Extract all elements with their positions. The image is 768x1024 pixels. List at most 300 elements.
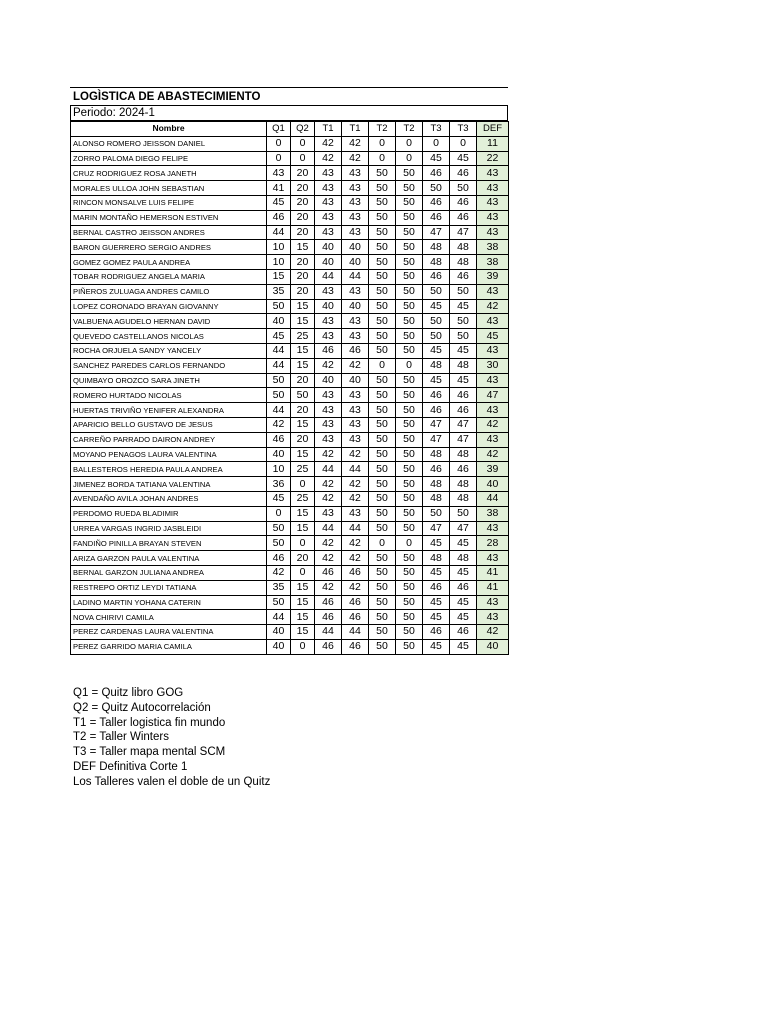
grade-cell-q1: 41 <box>267 181 291 196</box>
grade-cell-def: 43 <box>477 343 509 358</box>
grade-cell-t3: 48 <box>423 255 450 270</box>
grade-cell-def: 39 <box>477 462 509 477</box>
grade-cell-t2: 50 <box>369 447 396 462</box>
grade-cell-t2b: 0 <box>396 358 423 373</box>
grade-cell-def: 42 <box>477 417 509 432</box>
table-row <box>71 477 509 492</box>
grade-cell-t2: 50 <box>369 625 396 640</box>
grade-cell-t1b: 46 <box>342 565 369 580</box>
grade-cell-t2b: 50 <box>396 314 423 329</box>
grade-cell-t1b: 43 <box>342 210 369 225</box>
student-name-cell: BALLESTEROS HEREDIA PAULA ANDREA <box>71 462 267 477</box>
legend-line: Q1 = Quitz libro GOG <box>73 687 184 699</box>
grade-cell-t3: 46 <box>423 166 450 181</box>
table-row <box>71 329 509 344</box>
grade-cell-t2: 50 <box>369 181 396 196</box>
table-row <box>71 447 509 462</box>
grade-cell-q2: 15 <box>291 343 315 358</box>
grade-cell-t3b: 45 <box>450 343 477 358</box>
grade-cell-t2b: 50 <box>396 166 423 181</box>
grade-cell-t2: 50 <box>369 565 396 580</box>
grade-cell-t2: 50 <box>369 477 396 492</box>
student-name-cell: GOMEZ GOMEZ PAULA ANDREA <box>71 255 267 270</box>
student-name-cell: BERNAL GARZON JULIANA ANDREA <box>71 565 267 580</box>
grade-cell-def: 43 <box>477 595 509 610</box>
grade-cell-t1: 42 <box>315 447 342 462</box>
grade-cell-q2: 25 <box>291 462 315 477</box>
grade-cell-t1: 46 <box>315 565 342 580</box>
grade-cell-q1: 50 <box>267 373 291 388</box>
grade-cell-t2: 0 <box>369 151 396 166</box>
grade-cell-q2: 15 <box>291 447 315 462</box>
grade-cell-t1b: 43 <box>342 166 369 181</box>
grade-cell-t1b: 43 <box>342 225 369 240</box>
grade-cell-def: 30 <box>477 358 509 373</box>
grade-cell-t2b: 50 <box>396 269 423 284</box>
grade-cell-t1: 43 <box>315 284 342 299</box>
grade-cell-q2: 15 <box>291 240 315 255</box>
grade-cell-t3b: 50 <box>450 181 477 196</box>
grade-cell-t1b: 43 <box>342 181 369 196</box>
grade-cell-t1b: 43 <box>342 284 369 299</box>
student-name-cell: PEREZ CARDENAS LAURA VALENTINA <box>71 625 267 640</box>
table-row <box>71 210 509 225</box>
grade-cell-t3: 45 <box>423 565 450 580</box>
grade-cell-def: 43 <box>477 181 509 196</box>
grade-cell-t3: 47 <box>423 225 450 240</box>
student-name-cell: PEREZ GARRIDO MARIA CAMILA <box>71 639 267 654</box>
legend-line: Los Talleres valen el doble de un Quitz <box>73 775 271 788</box>
student-name-cell: AVENDAÑO AVILA JOHAN ANDRES <box>71 491 267 506</box>
grade-cell-t3b: 46 <box>450 195 477 210</box>
grade-cell-t2: 50 <box>369 343 396 358</box>
table-row <box>71 255 509 270</box>
grade-cell-t2b: 50 <box>396 181 423 196</box>
table-row <box>71 595 509 610</box>
grade-cell-t2b: 50 <box>396 432 423 447</box>
grade-cell-t3: 48 <box>423 240 450 255</box>
grade-cell-t1b: 43 <box>342 432 369 447</box>
grade-cell-def: 42 <box>477 299 509 314</box>
grade-cell-t3: 45 <box>423 610 450 625</box>
grade-cell-t1b: 44 <box>342 521 369 536</box>
grade-cell-t1b: 46 <box>342 610 369 625</box>
table-row <box>71 343 509 358</box>
grade-cell-t1: 43 <box>315 166 342 181</box>
grade-cell-q1: 50 <box>267 299 291 314</box>
grade-cell-t1: 43 <box>315 403 342 418</box>
grade-cell-q1: 42 <box>267 417 291 432</box>
grade-cell-def: 43 <box>477 610 509 625</box>
table-row <box>71 195 509 210</box>
grade-cell-t1: 43 <box>315 432 342 447</box>
grade-cell-t1: 42 <box>315 491 342 506</box>
grade-cell-t3b: 47 <box>450 432 477 447</box>
grade-cell-t1b: 46 <box>342 343 369 358</box>
table-row <box>71 388 509 403</box>
grade-cell-t2: 50 <box>369 255 396 270</box>
grade-cell-t2b: 50 <box>396 240 423 255</box>
table-header-row <box>71 122 509 137</box>
grade-cell-q1: 45 <box>267 195 291 210</box>
grade-cell-t2: 50 <box>369 284 396 299</box>
grade-cell-t3b: 46 <box>450 210 477 225</box>
grade-cell-t2: 50 <box>369 506 396 521</box>
grade-cell-t2: 50 <box>369 373 396 388</box>
grade-cell-q2: 0 <box>291 639 315 654</box>
grade-cell-q2: 15 <box>291 595 315 610</box>
grade-cell-def: 43 <box>477 314 509 329</box>
grade-cell-t2b: 50 <box>396 417 423 432</box>
grade-cell-def: 38 <box>477 506 509 521</box>
student-name-cell: ROMERO HURTADO NICOLAS <box>71 388 267 403</box>
grade-cell-q2: 0 <box>291 136 315 151</box>
grade-cell-t3b: 48 <box>450 477 477 492</box>
table-row <box>71 358 509 373</box>
grade-cell-t2b: 50 <box>396 477 423 492</box>
student-name-cell: ARIZA GARZON PAULA VALENTINA <box>71 551 267 566</box>
grade-cell-q1: 44 <box>267 610 291 625</box>
grade-cell-def: 40 <box>477 477 509 492</box>
grade-cell-def: 43 <box>477 225 509 240</box>
grade-cell-t1: 44 <box>315 521 342 536</box>
grade-cell-t3: 48 <box>423 447 450 462</box>
student-name-cell: BERNAL CASTRO JEISSON ANDRES <box>71 225 267 240</box>
grade-cell-t1b: 43 <box>342 417 369 432</box>
grade-cell-def: 11 <box>477 136 509 151</box>
grade-cell-t3: 48 <box>423 477 450 492</box>
student-name-cell: MOYANO PENAGOS LAURA VALENTINA <box>71 447 267 462</box>
grade-cell-t3: 50 <box>423 314 450 329</box>
grade-cell-t1b: 43 <box>342 329 369 344</box>
col-header-t2b: T2 <box>396 122 423 137</box>
grade-cell-t3: 45 <box>423 373 450 388</box>
legend-notes <box>73 686 270 790</box>
table-row <box>71 625 509 640</box>
grade-cell-t2b: 50 <box>396 551 423 566</box>
grade-cell-def: 43 <box>477 521 509 536</box>
grade-cell-q1: 0 <box>267 136 291 151</box>
grade-cell-q1: 50 <box>267 536 291 551</box>
grade-cell-t1: 43 <box>315 506 342 521</box>
grade-cell-t3: 0 <box>423 136 450 151</box>
grade-cell-t3: 48 <box>423 358 450 373</box>
grade-cell-q2: 15 <box>291 358 315 373</box>
grade-cell-q1: 36 <box>267 477 291 492</box>
grade-cell-q1: 42 <box>267 565 291 580</box>
grade-cell-t3b: 45 <box>450 610 477 625</box>
table-row <box>71 151 509 166</box>
grade-cell-t3: 50 <box>423 181 450 196</box>
grade-cell-q1: 50 <box>267 388 291 403</box>
grade-cell-t3: 48 <box>423 551 450 566</box>
grade-cell-q1: 46 <box>267 551 291 566</box>
grade-cell-q2: 15 <box>291 417 315 432</box>
table-row <box>71 166 509 181</box>
col-header-t2: T2 <box>369 122 396 137</box>
grade-cell-t3: 45 <box>423 639 450 654</box>
grade-cell-t3b: 45 <box>450 299 477 314</box>
student-name-cell: SANCHEZ PAREDES CARLOS FERNANDO <box>71 358 267 373</box>
grade-cell-t2b: 50 <box>396 388 423 403</box>
grade-cell-q2: 25 <box>291 491 315 506</box>
table-row <box>71 314 509 329</box>
grade-cell-t2b: 0 <box>396 151 423 166</box>
student-name-cell: LADINO MARTIN YOHANA CATERIN <box>71 595 267 610</box>
grade-cell-t2: 50 <box>369 195 396 210</box>
grade-cell-t3b: 50 <box>450 314 477 329</box>
grade-cell-t1b: 43 <box>342 314 369 329</box>
grade-cell-t3: 45 <box>423 536 450 551</box>
grade-cell-t3: 47 <box>423 417 450 432</box>
grade-cell-t3: 45 <box>423 343 450 358</box>
grade-cell-t3b: 46 <box>450 580 477 595</box>
grade-cell-t2: 50 <box>369 299 396 314</box>
grade-cell-t3: 46 <box>423 403 450 418</box>
col-header-t3b: T3 <box>450 122 477 137</box>
table-row <box>71 403 509 418</box>
top-border-line <box>70 87 508 88</box>
grade-cell-t3: 45 <box>423 595 450 610</box>
grade-cell-t1b: 43 <box>342 388 369 403</box>
grade-cell-t3b: 50 <box>450 329 477 344</box>
legend-line: DEF Definitiva Corte 1 <box>73 760 188 773</box>
grades-body <box>71 136 509 654</box>
grade-cell-t3b: 46 <box>450 388 477 403</box>
grade-cell-t2b: 50 <box>396 225 423 240</box>
table-row <box>71 491 509 506</box>
legend-line: Q2 = Quitz Autocorrelación <box>73 701 211 714</box>
grade-cell-t1: 44 <box>315 462 342 477</box>
grade-cell-def: 28 <box>477 536 509 551</box>
student-name-cell: QUIMBAYO OROZCO SARA JINETH <box>71 373 267 388</box>
grade-cell-q1: 43 <box>267 166 291 181</box>
grade-cell-t1b: 42 <box>342 477 369 492</box>
grade-cell-q1: 44 <box>267 343 291 358</box>
grade-cell-q1: 40 <box>267 639 291 654</box>
grade-cell-q2: 0 <box>291 565 315 580</box>
grade-cell-t1: 46 <box>315 595 342 610</box>
grade-cell-t3b: 46 <box>450 403 477 418</box>
grade-cell-t2: 50 <box>369 403 396 418</box>
grade-cell-t3: 48 <box>423 491 450 506</box>
grade-cell-t2: 50 <box>369 314 396 329</box>
student-name-cell: ZORRO PALOMA DIEGO FELIPE <box>71 151 267 166</box>
grade-cell-t2b: 0 <box>396 136 423 151</box>
sheet-title: LOGÌSTICA DE ABASTECIMIENTO <box>70 89 508 106</box>
grade-cell-def: 43 <box>477 403 509 418</box>
col-header-q2: Q2 <box>291 122 315 137</box>
grade-cell-t1b: 44 <box>342 625 369 640</box>
grade-cell-t1b: 40 <box>342 299 369 314</box>
grade-cell-t1: 40 <box>315 373 342 388</box>
grade-cell-t1b: 42 <box>342 491 369 506</box>
col-header-nombre: Nombre <box>71 122 267 137</box>
table-row <box>71 521 509 536</box>
table-row <box>71 462 509 477</box>
grade-cell-t1: 46 <box>315 639 342 654</box>
student-name-cell: JIMENEZ BORDA TATIANA VALENTINA <box>71 477 267 492</box>
grade-cell-t2: 50 <box>369 166 396 181</box>
grade-cell-t1: 44 <box>315 269 342 284</box>
grade-cell-q2: 20 <box>291 166 315 181</box>
grade-cell-t1: 40 <box>315 299 342 314</box>
grade-cell-t2: 50 <box>369 551 396 566</box>
grade-cell-q1: 50 <box>267 595 291 610</box>
grade-cell-q1: 44 <box>267 403 291 418</box>
grade-cell-def: 43 <box>477 166 509 181</box>
table-row <box>71 580 509 595</box>
table-row <box>71 551 509 566</box>
grade-cell-t1b: 43 <box>342 403 369 418</box>
grade-cell-t3b: 0 <box>450 136 477 151</box>
grade-cell-t1: 42 <box>315 136 342 151</box>
grade-cell-t2b: 50 <box>396 210 423 225</box>
legend-line: T1 = Taller logistica fin mundo <box>73 716 226 729</box>
student-name-cell: FANDIÑO PINILLA BRAYAN STEVEN <box>71 536 267 551</box>
grade-cell-q1: 44 <box>267 358 291 373</box>
grade-cell-t1: 46 <box>315 610 342 625</box>
grade-cell-t1b: 43 <box>342 195 369 210</box>
grade-cell-t2b: 50 <box>396 195 423 210</box>
grade-cell-t2: 50 <box>369 610 396 625</box>
grade-cell-t3b: 46 <box>450 166 477 181</box>
grade-cell-t1: 46 <box>315 343 342 358</box>
grade-cell-def: 43 <box>477 195 509 210</box>
grade-cell-t3b: 48 <box>450 447 477 462</box>
grade-cell-q2: 25 <box>291 329 315 344</box>
grade-cell-q2: 15 <box>291 625 315 640</box>
table-row <box>71 181 509 196</box>
grade-cell-t1b: 44 <box>342 462 369 477</box>
grade-cell-t2: 50 <box>369 417 396 432</box>
grade-cell-def: 41 <box>477 580 509 595</box>
col-header-t3: T3 <box>423 122 450 137</box>
grade-cell-t2: 50 <box>369 269 396 284</box>
grade-cell-t2b: 50 <box>396 255 423 270</box>
col-header-def: DEF <box>477 122 509 137</box>
grade-cell-t3b: 45 <box>450 373 477 388</box>
student-name-cell: MORALES ULLOA JOHN SEBASTIAN <box>71 181 267 196</box>
student-name-cell: BARON GUERRERO SERGIO ANDRES <box>71 240 267 255</box>
grade-cell-t3b: 47 <box>450 225 477 240</box>
grade-cell-def: 47 <box>477 388 509 403</box>
grade-cell-q2: 0 <box>291 536 315 551</box>
grade-cell-t3b: 45 <box>450 536 477 551</box>
grade-cell-t2b: 50 <box>396 447 423 462</box>
grade-cell-q2: 20 <box>291 269 315 284</box>
table-row <box>71 432 509 447</box>
grade-cell-t2b: 50 <box>396 565 423 580</box>
grade-cell-t1: 40 <box>315 255 342 270</box>
grade-cell-def: 22 <box>477 151 509 166</box>
grade-cell-t3: 46 <box>423 195 450 210</box>
table-row <box>71 417 509 432</box>
grade-cell-t2: 50 <box>369 240 396 255</box>
grade-cell-t2b: 50 <box>396 343 423 358</box>
student-name-cell: RESTREPO ORTIZ LEYDI TATIANA <box>71 580 267 595</box>
grade-cell-t3b: 45 <box>450 151 477 166</box>
grade-cell-q2: 0 <box>291 477 315 492</box>
grade-cell-t3: 50 <box>423 506 450 521</box>
grade-cell-def: 43 <box>477 432 509 447</box>
col-header-t1b: T1 <box>342 122 369 137</box>
grade-cell-t2: 50 <box>369 491 396 506</box>
grade-cell-t2b: 50 <box>396 329 423 344</box>
table-row <box>71 610 509 625</box>
grade-cell-t2b: 50 <box>396 521 423 536</box>
student-name-cell: TOBAR RODRIGUEZ ANGELA MARIA <box>71 269 267 284</box>
grade-cell-t1: 42 <box>315 536 342 551</box>
student-name-cell: PERDOMO RUEDA BLADIMIR <box>71 506 267 521</box>
grade-cell-q2: 15 <box>291 521 315 536</box>
grade-cell-t2b: 50 <box>396 373 423 388</box>
grade-cell-q2: 15 <box>291 299 315 314</box>
grade-cell-t2: 50 <box>369 595 396 610</box>
grade-cell-q2: 15 <box>291 580 315 595</box>
grade-cell-t1: 42 <box>315 580 342 595</box>
grade-cell-def: 41 <box>477 565 509 580</box>
grade-cell-t1: 42 <box>315 477 342 492</box>
grade-cell-q1: 40 <box>267 447 291 462</box>
grade-cell-t1b: 40 <box>342 373 369 388</box>
grade-cell-t3b: 47 <box>450 417 477 432</box>
grade-cell-t3: 46 <box>423 388 450 403</box>
grade-cell-t2: 50 <box>369 329 396 344</box>
grade-cell-t2b: 50 <box>396 595 423 610</box>
grade-cell-t3b: 50 <box>450 506 477 521</box>
table-row <box>71 269 509 284</box>
grade-cell-t2b: 50 <box>396 625 423 640</box>
grade-cell-t2: 0 <box>369 136 396 151</box>
table-row <box>71 136 509 151</box>
grade-cell-q2: 15 <box>291 314 315 329</box>
grade-cell-q1: 44 <box>267 225 291 240</box>
student-name-cell: ROCHA ORJUELA SANDY YANCELY <box>71 343 267 358</box>
grade-cell-def: 42 <box>477 625 509 640</box>
student-name-cell: APARICIO BELLO GUSTAVO DE JESUS <box>71 417 267 432</box>
legend-line: T3 = Taller mapa mental SCM <box>73 746 226 759</box>
grade-cell-def: 38 <box>477 255 509 270</box>
grade-cell-t3: 47 <box>423 432 450 447</box>
grade-cell-t3b: 48 <box>450 240 477 255</box>
grade-cell-t2b: 50 <box>396 299 423 314</box>
grade-cell-t1b: 42 <box>342 580 369 595</box>
grade-cell-t2: 50 <box>369 580 396 595</box>
grade-cell-t3b: 48 <box>450 358 477 373</box>
grade-cell-t1: 40 <box>315 240 342 255</box>
grade-cell-def: 39 <box>477 269 509 284</box>
grade-cell-t3b: 46 <box>450 462 477 477</box>
grade-cell-t1: 43 <box>315 210 342 225</box>
table-row <box>71 506 509 521</box>
student-name-cell: RINCON MONSALVE LUIS FELIPE <box>71 195 267 210</box>
grade-cell-t2: 50 <box>369 388 396 403</box>
grade-cell-t3b: 45 <box>450 595 477 610</box>
grade-cell-def: 43 <box>477 551 509 566</box>
grade-cell-t1: 44 <box>315 625 342 640</box>
grade-cell-t3b: 48 <box>450 491 477 506</box>
student-name-cell: URREA VARGAS INGRID JASBLEIDI <box>71 521 267 536</box>
grade-cell-t2b: 50 <box>396 284 423 299</box>
grade-cell-q2: 15 <box>291 506 315 521</box>
grade-cell-q2: 20 <box>291 181 315 196</box>
student-name-cell: ALONSO ROMERO JEISSON DANIEL <box>71 136 267 151</box>
table-row <box>71 284 509 299</box>
grade-cell-def: 43 <box>477 284 509 299</box>
grade-cell-t1b: 42 <box>342 358 369 373</box>
table-row <box>71 639 509 654</box>
